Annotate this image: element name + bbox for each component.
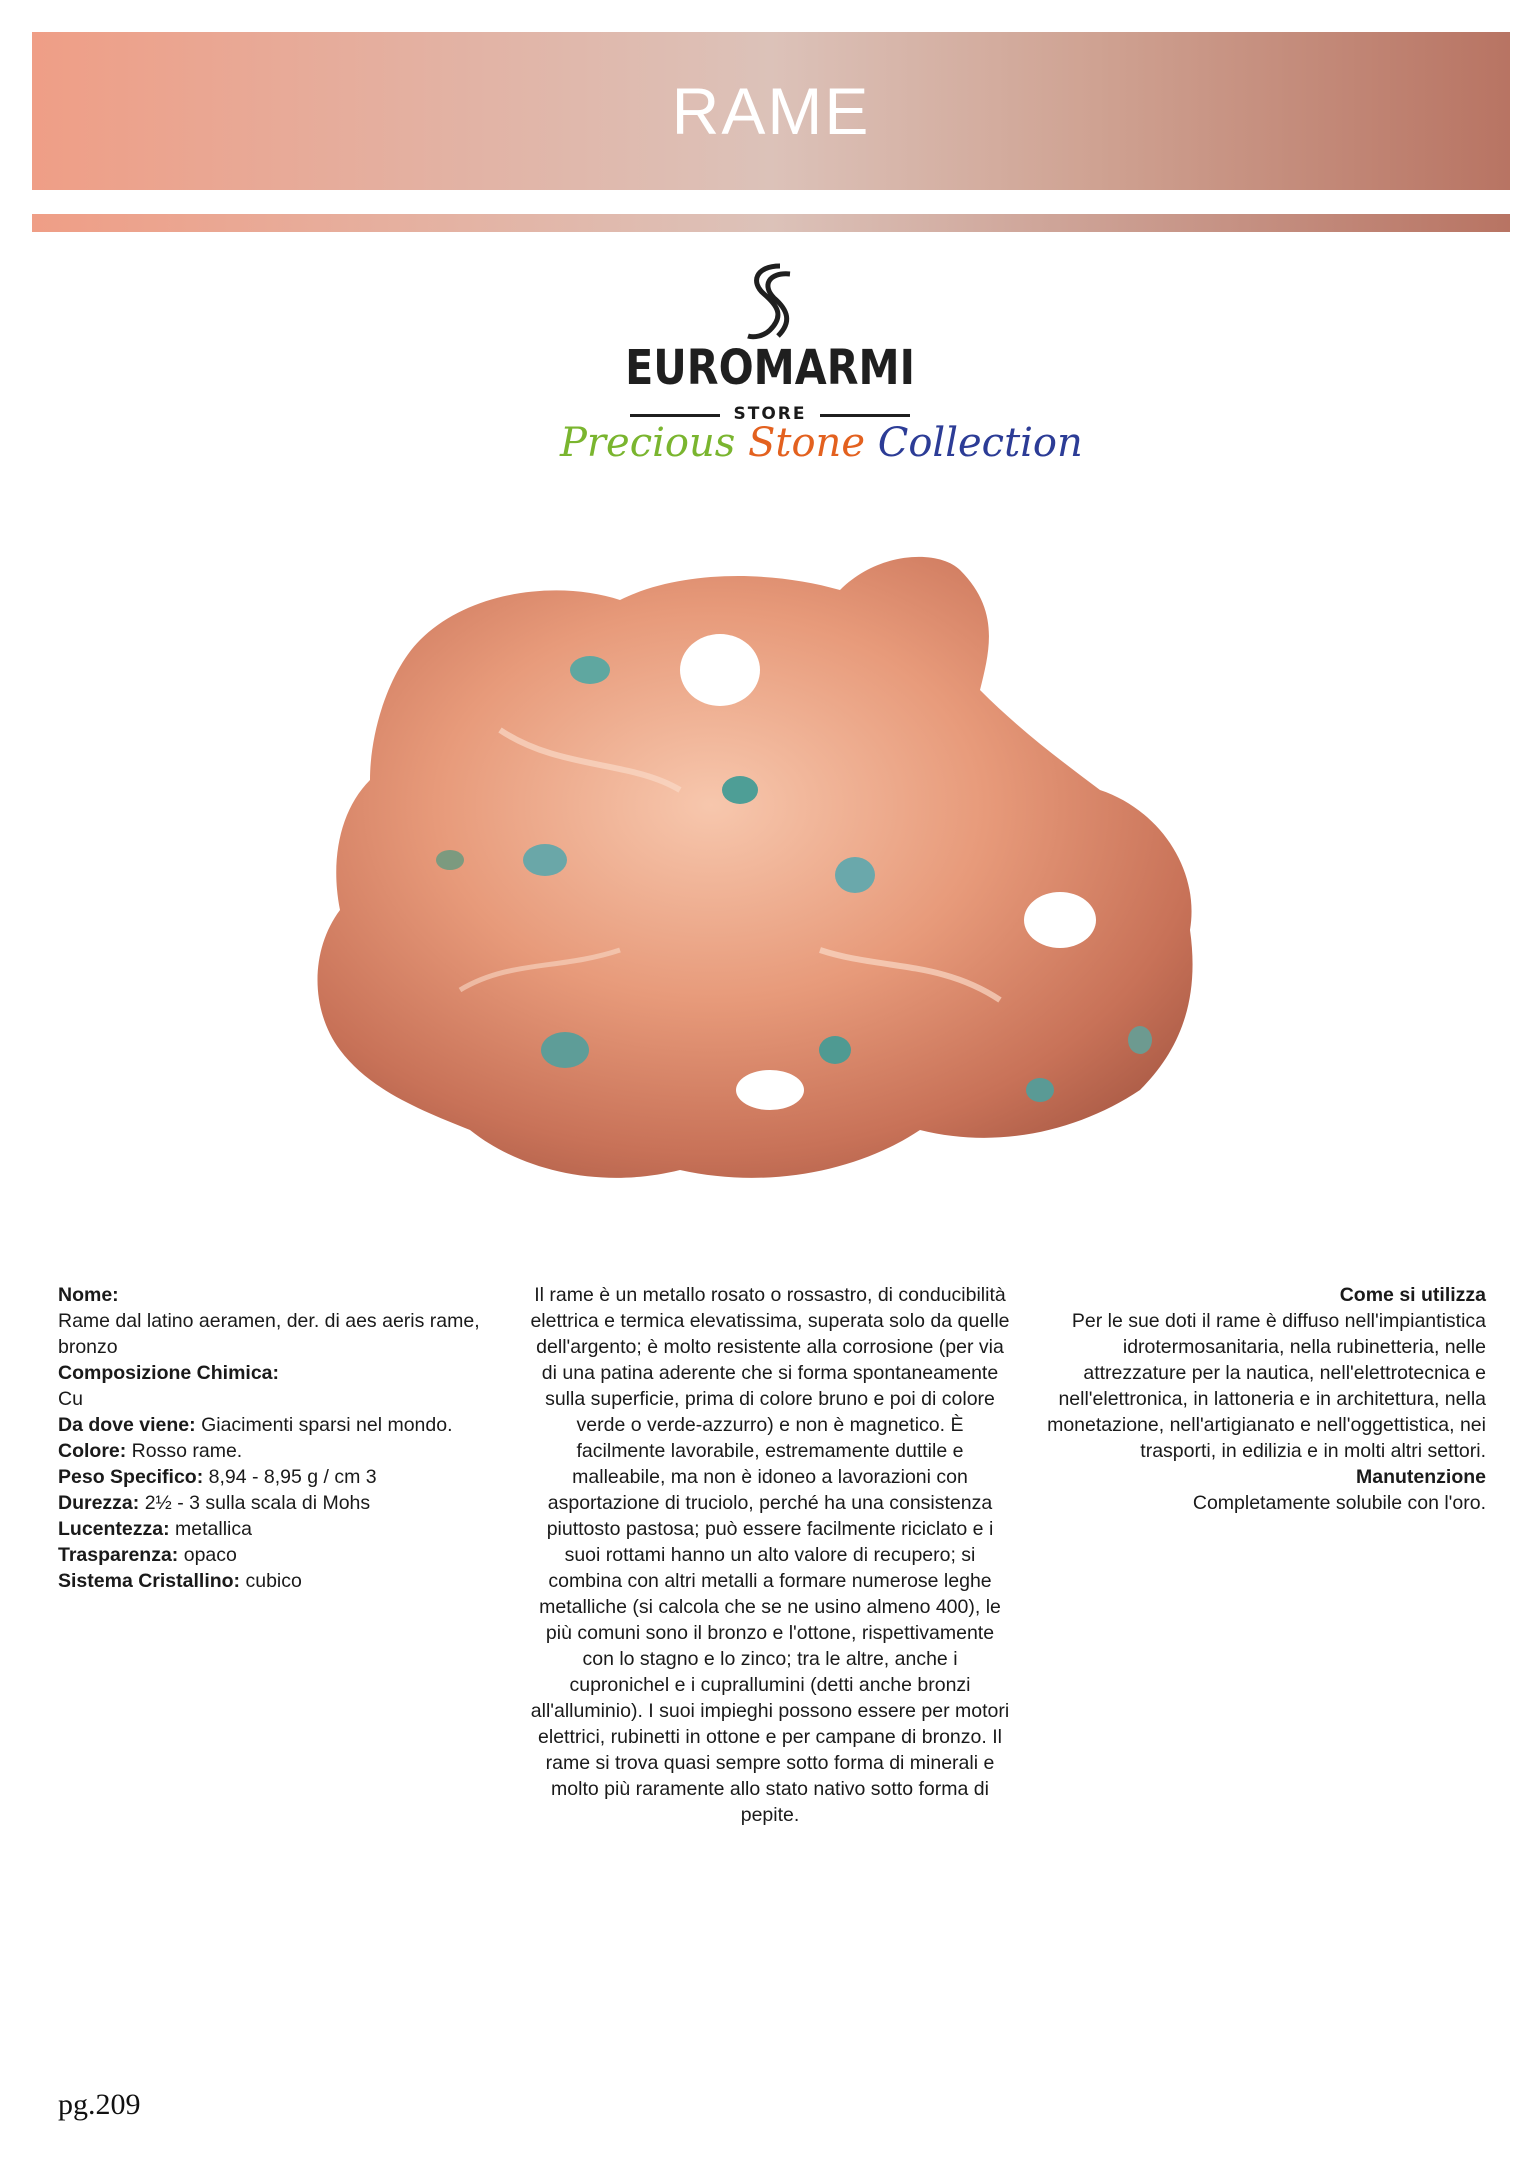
- store-line-right: [820, 414, 910, 417]
- usage-title: Come si utilizza: [1339, 1284, 1486, 1306]
- brand-name: EUROMARMI: [625, 340, 915, 396]
- property-value: opaco: [183, 1544, 237, 1566]
- usage-column: [1030, 1282, 1486, 1516]
- property-label: Lucentezza:: [58, 1518, 170, 1540]
- property-row: [58, 1568, 498, 1594]
- title-banner: [32, 32, 1510, 190]
- property-value: 2½ - 3 sulla scala di Mohs: [144, 1492, 371, 1514]
- property-label: Da dove viene:: [58, 1414, 196, 1436]
- property-value: Rosso rame.: [131, 1440, 243, 1462]
- store-label: STORE: [733, 404, 807, 424]
- property-label: Durezza:: [58, 1492, 140, 1514]
- property-row: [58, 1464, 498, 1490]
- property-row: [58, 1438, 498, 1464]
- property-value: Cu: [58, 1388, 83, 1410]
- usage-text: Per le sue doti il rame è diffuso nell'impiantistica idrotermosanitaria, nella rubinetteria, nelle attrezzature per la nautica, nell'elettrotecnica e nell'elettronica, in lattoneria e in architettura, nella monetazione, nell'artigianato e nell'oggettistica, nei trasporti, in edilizia e in molti altri settori.: [1047, 1310, 1486, 1462]
- property-label: Colore:: [58, 1440, 127, 1462]
- property-value: Giacimenti sparsi nel mondo.: [201, 1414, 453, 1436]
- collection-title: [560, 420, 1083, 466]
- property-label: Peso Specifico:: [58, 1466, 204, 1488]
- page-title: RAME: [671, 74, 871, 148]
- property-value: Rame dal latino aeramen, der. di aes aeris rame, bronzo: [58, 1310, 480, 1358]
- property-row: [58, 1360, 498, 1412]
- property-row: [58, 1490, 498, 1516]
- property-label: Trasparenza:: [58, 1544, 179, 1566]
- property-value: cubico: [245, 1570, 302, 1592]
- property-label: Composizione Chimica:: [58, 1362, 280, 1384]
- maintenance-title: Manutenzione: [1356, 1466, 1486, 1488]
- description-column: Il rame è un metallo rosato o rossastro, di conducibilità elettrica e termica elevatissima, superata solo da quelle dell'argento; è molto resistente alla corrosione (per via di una patina aderente che si forma spontaneamente sulla superficie, prima di colore bruno e poi di colore verde o verde-azzurro) e non è magnetico. È facilmente lavorabile, estremamente duttile e malleabile, ma non è idoneo a lavorazioni con asportazione di truciolo, perché ha una consistenza piuttosto pastosa; può essere facilmente riciclato e i suoi rottami hanno un alto valore di recupero; si combina con altri metalli a formare numerose leghe metalliche (si calcola che se ne usino almeno 400), le più comuni sono il bronzo e l'ottone, rispettivamente con lo stagno e lo zinco; tra le altre, anche i cupronichel e i cuprallumini (detti anche bronzi all'alluminio). I suoi impieghi possono essere per motori elettrici, rubinetti in ottone e per campane di bronzo. Il rame si trova quasi sempre sotto forma di minerali e molto più raramente allo stato nativo sotto forma di pepite.: [530, 1284, 1010, 1826]
- property-row: [58, 1282, 498, 1360]
- property-row: [58, 1516, 498, 1542]
- properties-column: [58, 1282, 498, 1594]
- property-value: metallica: [175, 1518, 252, 1540]
- decorative-stripe: [32, 214, 1510, 232]
- collection-word-stone: Stone: [748, 420, 865, 466]
- page-number: pg.209: [58, 2088, 141, 2121]
- property-label: Sistema Cristallino:: [58, 1570, 241, 1592]
- logo-s-icon: [740, 260, 800, 346]
- property-value: 8,94 - 8,95 g / cm 3: [208, 1466, 377, 1488]
- property-label: Nome:: [58, 1284, 119, 1306]
- property-row: [58, 1412, 498, 1438]
- collection-word-collection: Collection: [877, 420, 1083, 466]
- property-row: [58, 1542, 498, 1568]
- maintenance-text: Completamente solubile con l'oro.: [1192, 1492, 1486, 1514]
- collection-word-precious: Precious: [560, 420, 736, 466]
- copper-nugget-image: [300, 530, 1240, 1230]
